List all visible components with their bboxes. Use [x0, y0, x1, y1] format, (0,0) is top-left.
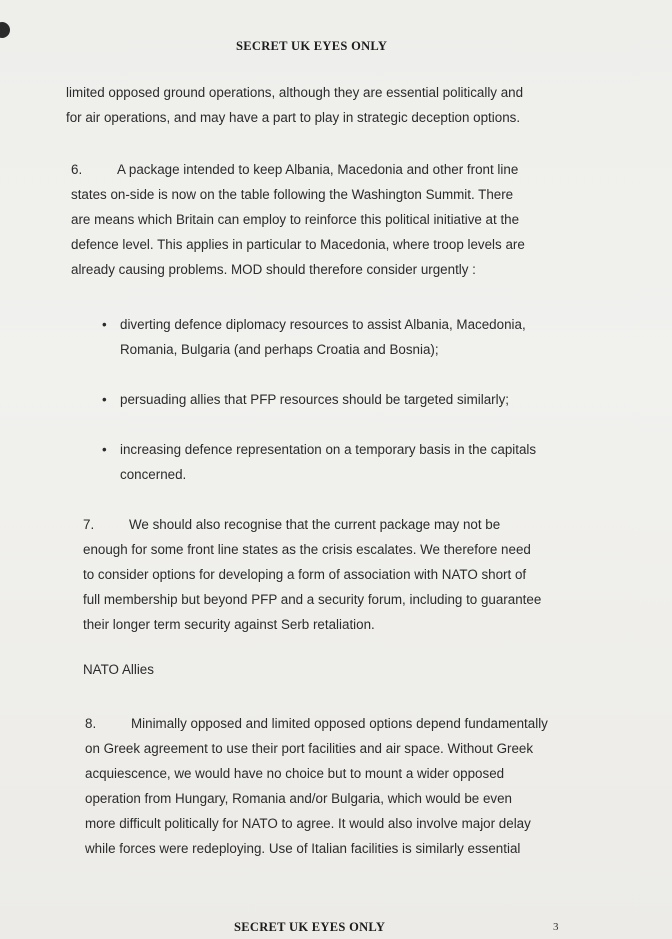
- text-line: limited opposed ground operations, although they are essential politically and: [66, 85, 524, 100]
- paragraph-number: 6.: [71, 162, 83, 177]
- text-line: acquiescence, we would have no choice but to mount a wider opposed: [85, 766, 505, 781]
- paragraph-7: [83, 512, 578, 637]
- bullet-list: [102, 312, 572, 512]
- text-line: [83, 512, 578, 537]
- text-line: more difficult politically for NATO to agree. It would also involve major delay: [85, 816, 531, 831]
- text-line: Romania, Bulgaria (and perhaps Croatia and Bosnia);: [120, 342, 439, 357]
- text-line: concerned.: [120, 467, 187, 482]
- footer-classification: SECRET UK EYES ONLY: [234, 920, 386, 934]
- paragraph-8: [85, 711, 575, 861]
- text-line: [85, 711, 575, 736]
- text-line: persuading allies that PFP resources should be targeted similarly;: [120, 392, 510, 407]
- text-line-content: A package intended to keep Albania, Macedonia and other front line: [117, 162, 519, 177]
- text-line: on Greek agreement to use their port facilities and air space. Without Greek: [85, 741, 534, 756]
- text-line: operation from Hungary, Romania and/or Bulgaria, which would be even: [85, 791, 513, 806]
- text-line: defence level. This applies in particular to Macedonia, where troop levels are: [71, 237, 525, 252]
- bullet-marker: •: [102, 442, 107, 457]
- punch-hole: [0, 22, 10, 38]
- text-line: increasing defence representation on a temporary basis in the capitals: [120, 442, 537, 457]
- header-classification: SECRET UK EYES ONLY: [236, 39, 388, 53]
- text-line: full membership but beyond PFP and a security forum, including to guarantee: [83, 592, 542, 607]
- text-line: diverting defence diplomacy resources to assist Albania, Macedonia,: [120, 317, 526, 332]
- paragraph-continuation: [66, 80, 581, 130]
- paragraph-6: [71, 157, 576, 282]
- bullet-marker: •: [102, 392, 107, 407]
- bullet-item: [102, 312, 572, 362]
- paragraph-number: 8.: [85, 716, 97, 731]
- text-line: enough for some front line states as the crisis escalates. We therefore need: [83, 542, 531, 557]
- bullet-marker: •: [102, 317, 107, 332]
- page-number: 3: [553, 921, 559, 933]
- text-line-content: Minimally opposed and limited opposed options depend fundamentally: [131, 716, 548, 731]
- text-line: [71, 157, 576, 182]
- paragraph-number: 7.: [83, 517, 95, 532]
- text-line: their longer term security against Serb retaliation.: [83, 617, 375, 632]
- text-line: are means which Britain can employ to reinforce this political initiative at the: [71, 212, 520, 227]
- text-line-content: We should also recognise that the current package may not be: [129, 517, 501, 532]
- bullet-item: [102, 387, 572, 412]
- text-line: to consider options for developing a form of association with NATO short of: [83, 567, 527, 582]
- text-line: while forces were redeploying. Use of Italian facilities is similarly essential: [85, 841, 521, 856]
- text-line: for air operations, and may have a part to play in strategic deception options.: [66, 110, 521, 125]
- bullet-item: [102, 437, 572, 487]
- text-line: states on-side is now on the table following the Washington Summit. There: [71, 187, 514, 202]
- section-heading: NATO Allies: [83, 662, 154, 677]
- text-line: already causing problems. MOD should therefore consider urgently :: [71, 262, 476, 277]
